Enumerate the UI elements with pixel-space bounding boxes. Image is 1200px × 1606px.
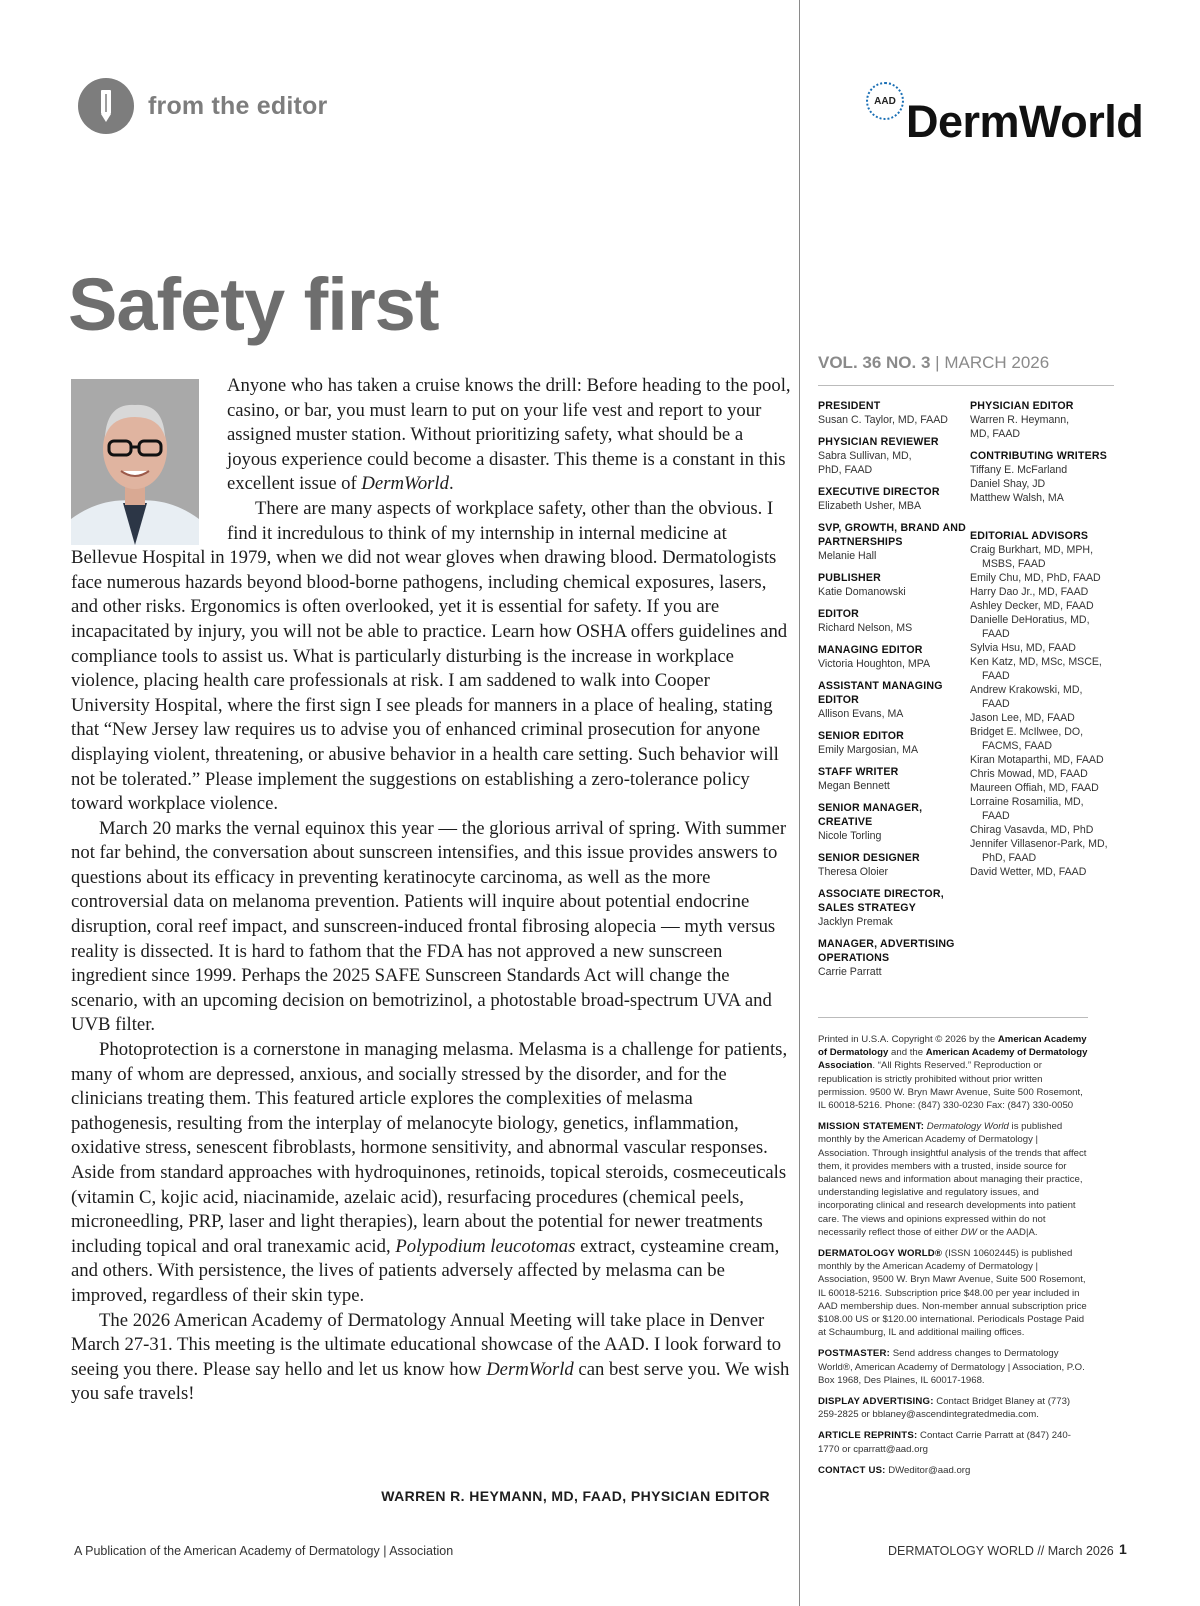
dermworld-logo xyxy=(866,82,1166,152)
masthead-item: PUBLISHER Katie Domanowski xyxy=(818,572,906,598)
masthead-item: MANAGING EDITOR Victoria Houghton, MPA xyxy=(818,644,931,670)
byline: WARREN R. HEYMANN, MD, FAAD, PHYSICIAN EDITOR xyxy=(381,1488,770,1504)
masthead-rule xyxy=(818,1017,1088,1018)
masthead-item: PHYSICIAN EDITOR Warren R. Heymann, MD, FAAD xyxy=(970,400,1074,440)
masthead-item: ASSOCIATE DIRECTOR, SALES STRATEGY Jacklyn Premak xyxy=(818,888,944,928)
masthead-item: MANAGER, ADVERTISING OPERATIONS Carrie Parratt xyxy=(818,938,955,978)
page-number: 1 xyxy=(1119,1541,1127,1557)
contact-us: CONTACT US: DWeditor@aad.org xyxy=(818,1464,971,1476)
pencil-icon xyxy=(78,78,134,134)
copyright-notice: Printed in U.S.A. Copyright © 2026 by the American Academy of Dermatology and the American Academy of Dermatology Association. “All Rights Reserved.” Reproduction or republication is strictly prohibited without prior written permission. 9500 W. Bryn Mawr Avenue, Suite 500 Rosemont, IL 60018-5216. Phone: (847) 330-0230 Fax: (847) 330-0050 xyxy=(818,1034,1088,1112)
article-body xyxy=(71,374,791,1407)
display-advertising: DISPLAY ADVERTISING: Contact Bridget Blaney at (773) 259-2825 or bblaney@ascendintegratedmedia.com. xyxy=(818,1396,1071,1421)
paragraph-3: March 20 marks the vernal equinox this year — the glorious arrival of spring. With summer not far behind, the conversation about sunscreen intensifies, and this issue provides answers to questions about its efficacy in preventing keratinocyte carcinoma, as well as the more controversial data on melanoma prevention. Patients will inquire about potential endocrine disruption, coral reef impact, and sunscreen-induced frontal fibrosing alopecia — myth versus reality is dissected. It is hard to fathom that the FDA has not approved a new sunscreen ingredient since 1999. Perhaps the 2025 SAFE Sunscreen Standards Act will change the scenario, with an upcoming decision on bemotrizinol, a photostable broad-spectrum UVA and UVB filter. xyxy=(71,817,787,1036)
paragraph-1: Anyone who has taken a cruise knows the drill: Before heading to the pool, casino, or bar, you must learn to put on your life vest and report to your assigned muster station. Without prioritizing safety, what should be a joyous experience could become a disaster. This theme is a constant in this excellent issue of DermWorld. xyxy=(227,375,791,495)
masthead-item: STAFF WRITER Megan Bennett xyxy=(818,766,899,792)
postmaster-info: POSTMASTER: Send address changes to Dermatology World®, American Academy of Dermatology | Association, P.O. Box 1968, Des Plaines, IL 60017-1968. xyxy=(818,1348,1085,1386)
masthead-item: SENIOR DESIGNER Theresa Oloier xyxy=(818,852,920,878)
masthead-item: ASSISTANT MANAGING EDITOR Allison Evans, MA xyxy=(818,680,943,720)
publication-info: DERMATOLOGY WORLD® (ISSN 10602445) is published monthly by the American Academy of Dermatology | Association, 9500 W. Bryn Mawr Avenue, Suite 500 Rosemont, IL 60018-5216. Subscription price $48.00 per year included in AAD membership dues. Non-member annual subscription price $108.00 US or $120.00 international. Periodicals Postage Paid at Schaumburg, IL and additional mailing offices. xyxy=(818,1248,1087,1339)
paragraph-5: The 2026 American Academy of Dermatology Annual Meeting will take place in Denver March 27-31. This meeting is the ultimate educational showcase of the AAD. I look forward to seeing you there. Please say hello and let us know how DermWorld can best serve you. We wish you safe travels! xyxy=(71,1309,790,1405)
issue-info: VOL. 36 NO. 3 | MARCH 2026 xyxy=(818,353,1050,372)
masthead-item: PHYSICIAN REVIEWER Sabra Sullivan, MD, PhD, FAAD xyxy=(818,436,939,476)
footer-issue: DERMATOLOGY WORLD // March 2026 xyxy=(888,1544,1114,1558)
logo-text: DermWorld xyxy=(906,96,1144,147)
masthead-item: CONTRIBUTING WRITERS Tiffany E. McFarland Daniel Shay, JD Matthew Walsh, MA xyxy=(970,450,1108,504)
headline: Safety first xyxy=(68,263,439,346)
masthead-item: SENIOR MANAGER, CREATIVE Nicole Torling xyxy=(818,802,923,842)
article-reprints: ARTICLE REPRINTS: Contact Carrie Parratt at (847) 240-1770 or cparratt@aad.org xyxy=(818,1430,1071,1455)
column-divider xyxy=(799,0,800,1606)
fine-print xyxy=(818,1033,1088,1485)
masthead-item: EDITOR Richard Nelson, MS xyxy=(818,608,913,634)
masthead-item: SENIOR EDITOR Emily Margosian, MA xyxy=(818,730,919,756)
editorial-advisors: EDITORIAL ADVISORS Craig Burkhart, MD, MPH, MSBS, FAAD Emily Chu, MD, PhD, FAAD Harry Dao Jr., MD, FAAD Ashley Decker, MD, FAAD Danielle DeHoratius, MD, FAAD Sylvia Hsu, MD, FAAD Ken Katz, MD, MSc, MSCE, FAAD Andrew Krakowski, MD, FAAD Jason Lee, MD, FAAD Bridget E. McIlwee, DO, FACMS, FAAD Kiran Motaparthi, MD, FAAD Chris Mowad, MD, FAAD Maureen Offiah, MD, FAAD Lorraine Rosamilia, MD, FAAD Chirag Vasavda, MD, PhD Jennifer Villasenor-Park, MD, PhD, FAAD David Wetter, MD, FAAD xyxy=(970,530,1108,878)
masthead-item: EXECUTIVE DIRECTOR Elizabeth Usher, MBA xyxy=(818,486,940,512)
masthead-col1 xyxy=(818,399,968,987)
section-label: from the editor xyxy=(148,91,328,120)
mission-statement: MISSION STATEMENT: Dermatology World is published monthly by the American Academy of Dermatology | Association. Through insightful analysis of the trends that affect them, it provides members with a trusted, inside source for balanced news and information about managing their practice, understanding legislative and regulatory issues, and incorporating clinical and research developments into patient care. The views and opinions expressed within do not necessarily reflect those of either DW or the AAD|A. xyxy=(818,1121,1087,1238)
aad-badge: AAD xyxy=(866,82,904,120)
paragraph-4: Photoprotection is a cornerstone in managing melasma. Melasma is a challenge for patients, many of whom are depressed, anxious, and socially stressed by the disorder, and for the clinicians treating them. This featured article explores the complexities of melasma pathogenesis, resulting from the interplay of melanocyte biology, genetics, inflammation, oxidative stress, senescent fibroblasts, hormone sensitivity, and abnormal vascular responses. Aside from standard approaches with hydroquinones, retinoids, topical steroids, cosmeceuticals (vitamin C, kojic acid, niacinamide, azelaic acid), resurfacing procedures (chemical peels, microneedling, PRP, laser and light therapies), learn about the potential for newer treatments including topical and oral tranexamic acid, Polypodium leucotomas extract, cysteamine cream, and others. With persistence, the lives of patients adversely affected by melasma can be improved, regardless of their skin type. xyxy=(71,1039,788,1306)
paragraph-2: There are many aspects of workplace safety, other than the obvious. I find it incredulous to think of my internship in internal medicine at Bellevue Hospital in 1979, when we did not wear gloves when drawing blood. Dermatologists face numerous hazards beyond blood-borne pathogens, including chemical exposures, lasers, and other risks. Ergonomics is often overlooked, yet it is essential for safety. If you are incapacitated by injury, you will not be able to practice. Learn how OSHA offers guidelines and compliance tools to assist us. What is particularly disturbing is the increase in workplace violence, placing health care professionals at risk. I am saddened to walk into Cooper University Hospital, where the first sign I see pleads for manners in a place of healing, stating that “New Jersey law requires us to advise you of enhanced criminal prosecution for anyone displaying violent, threatening, or abusive behavior in a health care setting. Such behavior will not be tolerated.” Please implement the suggestions on establishing a zero-tolerance policy toward workplace violence. xyxy=(71,497,788,815)
masthead-item: PRESIDENT Susan C. Taylor, MD, FAAD xyxy=(818,400,948,426)
issue-rule xyxy=(818,385,1114,386)
section-header xyxy=(78,78,327,134)
masthead-item: SVP, GROWTH, BRAND AND PARTNERSHIPS Melanie Hall xyxy=(818,522,967,562)
footer-publication: A Publication of the American Academy of Dermatology | Association xyxy=(74,1544,454,1558)
masthead-col2 xyxy=(970,399,1118,887)
